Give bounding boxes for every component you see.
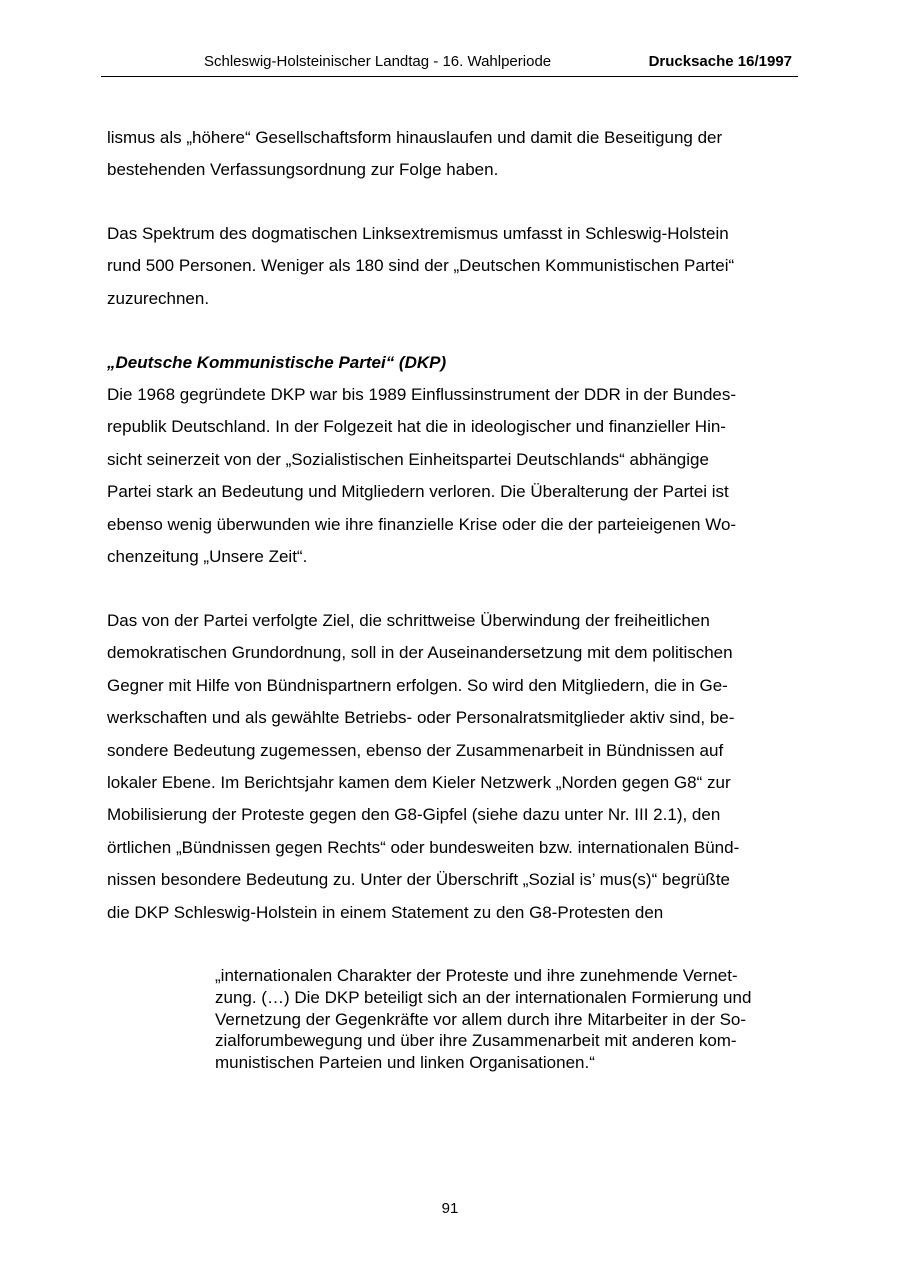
text-line: sicht seinerzeit von der „Sozialistischen Einheitspartei Deutschlands“ abhängige [107, 449, 709, 469]
text-line: Das von der Partei verfolgte Ziel, die schrittweise Überwindung der freiheitlichen [107, 611, 710, 630]
quote-line: zialforumbewegung und über ihre Zusammenarbeit mit anderen kom- [215, 1031, 737, 1051]
paragraph-2 [107, 218, 797, 315]
block-quote [215, 965, 800, 1074]
text-line: nissen besondere Bedeutung zu. Unter der Überschrift „Sozial is’ mus(s)“ begrüßte [107, 870, 730, 890]
text-line: lokaler Ebene. Im Berichtsjahr kamen dem Kieler Netzwerk „Norden gegen G8“ zur [107, 773, 731, 793]
text-line: demokratischen Grundordnung, soll in der Auseinandersetzung mit dem politischen [107, 643, 733, 663]
quote-line: zung. (…) Die DKP beteiligt sich an der internationalen Formierung und [215, 987, 752, 1007]
quote-line: „internationalen Charakter der Proteste und ihre zunehmende Vernet- [215, 966, 738, 985]
text-line: rund 500 Personen. Weniger als 180 sind der „Deutschen Kommunistischen Partei“ [107, 256, 735, 276]
text-line: bestehenden Verfassungsordnung zur Folge haben. [107, 160, 499, 180]
document-reference: Drucksache 16/1997 [648, 53, 792, 70]
paragraph-4 [107, 605, 797, 929]
text-line: ebenso wenig überwunden wie ihre finanzielle Krise oder die der parteieigenen Wo- [107, 514, 737, 534]
text-line: zuzurechnen. [107, 288, 210, 308]
quote-line: munistischen Parteien und linken Organisationen.“ [215, 1053, 595, 1073]
section-heading: „Deutsche Kommunistische Partei“ (DKP) [107, 353, 447, 372]
text-line: republik Deutschland. In der Folgezeit hat die in ideologischer und finanzieller Hin- [107, 417, 726, 437]
text-line: die DKP Schleswig-Holstein in einem Statement zu den G8-Protesten den [107, 902, 664, 922]
text-line: sondere Bedeutung zugemessen, ebenso der Zusammenarbeit in Bündnissen auf [107, 740, 724, 760]
text-line: lismus als „höhere“ Gesellschaftsform hinauslaufen und damit die Beseitigung der [107, 128, 723, 147]
text-line: örtlichen „Bündnissen gegen Rechts“ oder bundesweiten bzw. internationalen Bünd- [107, 837, 740, 857]
paragraph-3 [107, 379, 797, 573]
text-line: Partei stark an Bedeutung und Mitgliedern verloren. Die Überalterung der Partei ist [107, 482, 729, 502]
text-line: Das Spektrum des dogmatischen Linksextremismus umfasst in Schleswig-Holstein [107, 224, 729, 243]
document-title: Schleswig-Holsteinischer Landtag - 16. Wahlperiode [204, 53, 552, 70]
page-header [101, 52, 798, 77]
paragraph-1 [107, 122, 797, 187]
text-line: Gegner mit Hilfe von Bündnispartnern erfolgen. So wird den Mitgliedern, die in Ge- [107, 675, 728, 695]
quote-line: Vernetzung der Gegenkräfte vor allem durch ihre Mitarbeiter in der So- [215, 1009, 747, 1029]
text-line: Die 1968 gegründete DKP war bis 1989 Einflussinstrument der DDR in der Bundes- [107, 385, 737, 404]
text-line: Mobilisierung der Proteste gegen den G8-Gipfel (siehe dazu unter Nr. III 2.1), den [107, 805, 721, 825]
text-line: werkschaften und als gewählte Betriebs- oder Personalratsmitglieder aktiv sind, be- [107, 708, 735, 728]
text-line: chenzeitung „Unsere Zeit“. [107, 547, 308, 567]
page-number: 91 [441, 1200, 459, 1217]
